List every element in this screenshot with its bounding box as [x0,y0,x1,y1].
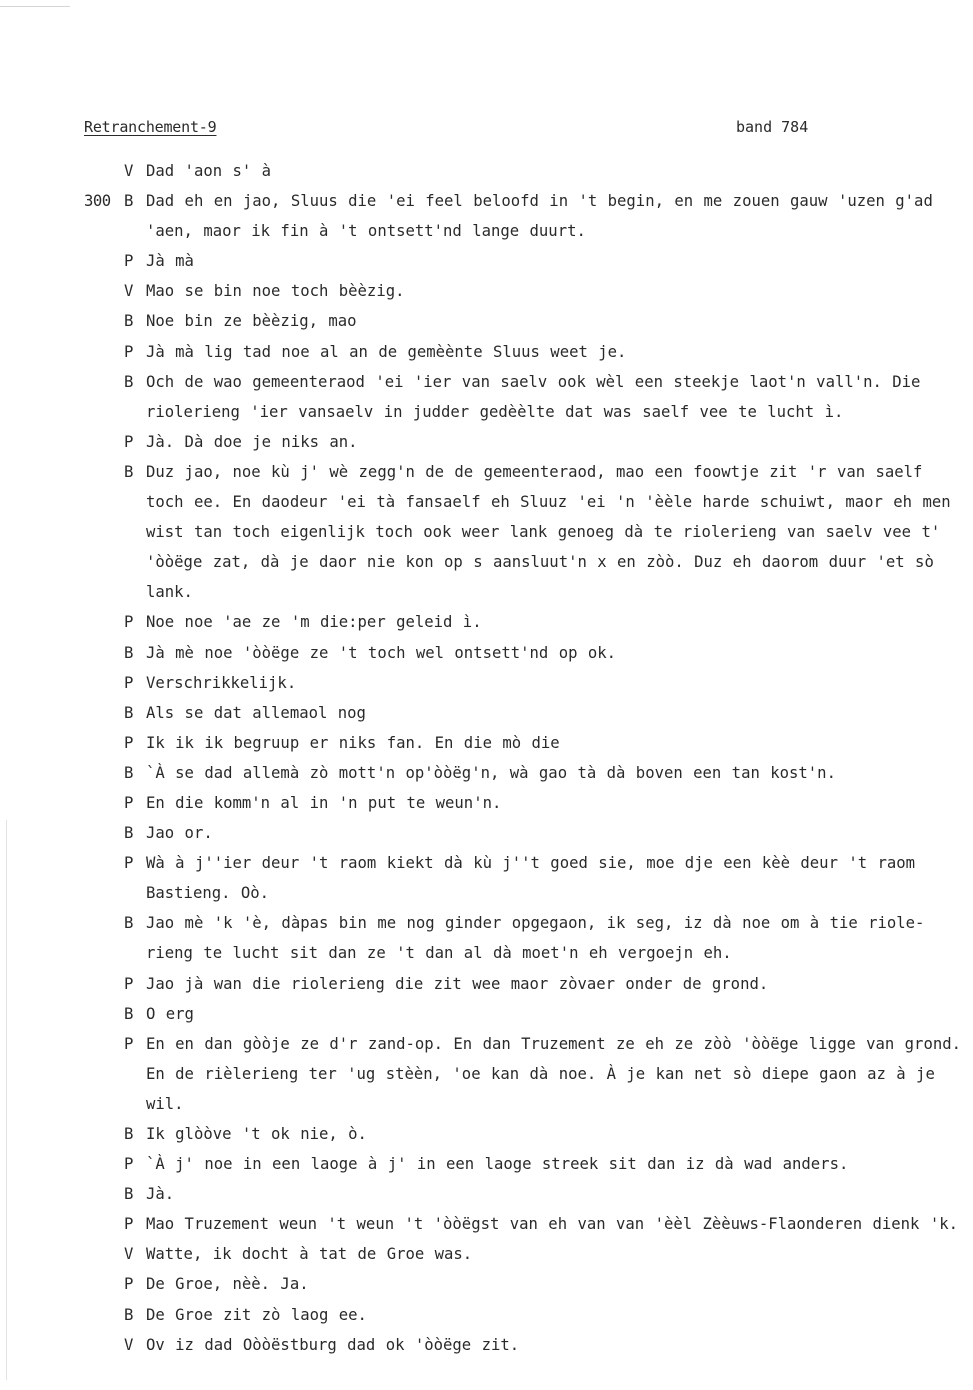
utterance-text: Jao or. [146,824,213,843]
utterance-text: Jà. Dà doe je niks an. [146,432,358,451]
utterance [84,607,968,637]
utterance [84,969,968,999]
speaker-label: V [124,1335,134,1354]
utterance-text: Watte, ik docht à tat de Groe was. [146,1245,473,1264]
utterance [84,276,968,306]
utterance-text: Mao se bin noe toch bèèzig. [146,282,405,301]
speaker-label: B [124,703,134,722]
speaker-label: P [124,1034,134,1053]
speaker-label: P [124,673,134,692]
utterance [84,788,968,818]
speaker-label: P [124,793,134,812]
speaker-label: P [124,342,134,361]
utterance-text: Mao Truzement weun 't weun 't 'òòëgst van eh van van 'èèl Zèèuws-Flaonderen dienk 'k. [146,1215,958,1234]
utterance-text: Jà mà lig tad noe al an de gemèènte Sluus weet je. [146,342,627,361]
utterance-text: De Groe zit zò laog ee. [146,1305,367,1324]
speaker-label: P [124,974,134,993]
utterance [84,427,968,457]
utterance [84,848,968,908]
utterance-text: Verschrikkelijk. [146,673,297,692]
utterance [84,908,968,968]
page-title: Retranchement-9 [84,118,217,136]
utterance-text: O erg [146,1004,194,1023]
utterance [84,1179,968,1209]
utterance [84,668,968,698]
speaker-label: B [124,1305,134,1324]
utterance-text: Als se dat allemaol nog [146,703,366,722]
transcript [84,156,968,1360]
speaker-label: B [124,1185,134,1204]
speaker-label: B [124,462,134,481]
utterance-text: Jà mè noe 'òòëge ze 't toch wel ontsett'nd op ok. [146,643,617,662]
speaker-label: V [124,162,134,180]
utterance-text: Jà. [146,1185,175,1204]
utterance [84,818,968,848]
speaker-label: P [124,1155,134,1174]
utterance-text: `À se dad allemà zò mott'n op'òòëg'n, wà gao tà dà boven een tan kost'n. [146,763,836,782]
band-number: band 784 [736,118,809,136]
speaker-label: P [124,1275,134,1294]
page-header [84,118,824,142]
speaker-label: V [124,1245,134,1264]
utterance-text: Noe bin ze bèèzig, mao [146,312,357,331]
utterance-text: En die komm'n al in 'n put te weun'n. [146,793,502,812]
scan-edge-line [0,6,70,7]
utterance [84,638,968,668]
utterance-text: En en dan gòòje ze d'r zand-op. En dan Truzement ze eh ze zòò 'òòëge ligge van grond. En de rièlerieng ter 'ug stèèn, 'oe kan dà noe. À je kan net sò diepe gaon az à je wil. [146,1034,961,1113]
utterance-text: Wà à j''ier deur 't raom kiekt dà kù j''t goed sie, moe dje een kèè deur 't raom Bastieng. Oò. [146,854,916,903]
utterance-text: Ik glòòve 't ok nie, ò. [146,1125,367,1143]
utterance [84,156,968,186]
speaker-label: P [124,432,134,451]
speaker-label: B [124,643,134,662]
utterance-text: Och de wao gemeenteraod 'ei 'ier van saelv ook wèl een steekje laot'n vall'n. Die riolerieng 'ier vansaelv in judder gedèèlte dat was saelf vee te lucht ì. [146,372,921,421]
utterance-text: `À j' noe in een laoge à j' in een laoge streek sit dan iz dà wad anders. [146,1155,849,1174]
utterance [84,1029,968,1119]
utterance [84,758,968,788]
utterance [84,337,968,367]
speaker-label: P [124,252,134,271]
utterance [84,1209,968,1239]
utterance [84,246,968,276]
utterance [84,457,968,607]
utterance-text: Jao mè 'k 'è, dàpas bin me nog ginder opgegaon, ik seg, iz dà noe om à tie riole-rieng te lucht sit dan ze 't dan al dà moet'n eh vergoejn eh. [146,914,925,963]
utterance [84,698,968,728]
speaker-label: B [124,312,134,331]
speaker-label: P [124,733,134,752]
utterance-text: Dad 'aon s' à [146,162,272,180]
utterance-text: Ik ik ik begruup er niks fan. En die mò die [146,733,560,752]
speaker-label: B [124,914,134,933]
scan-margin-line [6,820,7,1380]
utterance-text: Jà mà [146,252,194,271]
utterance-text: Noe noe 'ae ze 'm die:per geleid ì. [146,613,482,632]
speaker-label: B [124,763,134,782]
utterance-text: Dad eh en jao, Sluus die 'ei feel beloofd in 't begin, en me zouen gauw 'uzen g'ad 'aen, maor ik fin à 't ontsett'nd lange duurt. [146,192,933,241]
speaker-label: V [124,282,134,301]
utterance [84,186,968,246]
utterance-text: Ov iz dad Oòòëstburg dad ok 'òòëge zit. [146,1335,520,1354]
utterance-text: Duz jao, noe kù j' wè zegg'n de de gemeenteraod, mao een foowtje zit 'r van saelf toch ee. En daodeur 'ei tà fansaelf eh Sluuz 'ei 'n 'èèle harde schuiwt, maor eh men wist tan toch eigenlijk toch ook weer lank genoeg dà te riolerieng van saelv vee t' 'òòëge zat, dà je daor nie kon op s aansluut'n x en zòò. Duz eh daorom duur 'et sò lank. [146,462,951,602]
speaker-label: B [124,192,134,211]
utterance [84,999,968,1029]
utterance [84,306,968,336]
speaker-label: P [124,613,134,632]
utterance [84,367,968,427]
utterance [84,728,968,758]
line-number: 300 [84,192,111,211]
speaker-label: B [124,1004,134,1023]
utterance [84,1269,968,1299]
utterance [84,1300,968,1330]
speaker-label: P [124,854,134,873]
utterance [84,1149,968,1179]
speaker-label: P [124,1215,134,1234]
utterance [84,1330,968,1360]
speaker-label: B [124,824,134,843]
utterance [84,1239,968,1269]
utterance [84,1119,968,1149]
speaker-label: B [124,1125,134,1143]
utterance-text: Jao jà wan die riolerieng die zit wee maor zòvaer onder de grond. [146,974,769,993]
speaker-label: B [124,372,134,391]
utterance-text: De Groe, nèè. Ja. [146,1275,309,1294]
